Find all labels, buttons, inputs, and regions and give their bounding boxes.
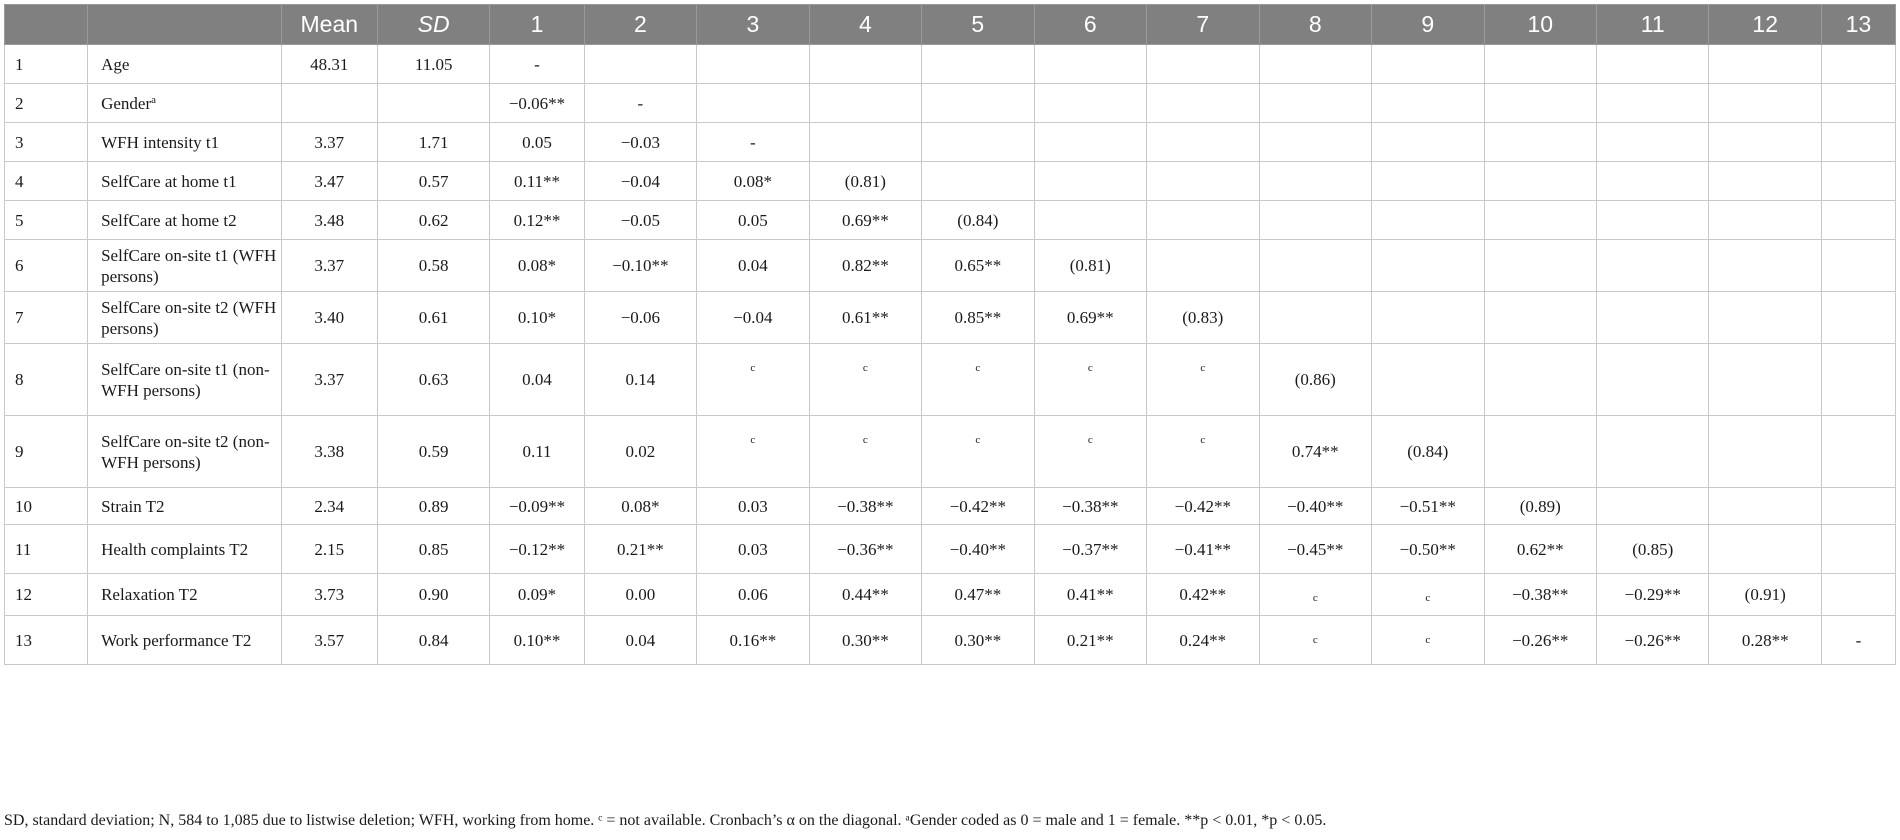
- correlation-cell: 0.10*: [490, 292, 584, 344]
- correlation-cell: [1034, 123, 1146, 162]
- correlation-cell: −0.26**: [1484, 616, 1596, 665]
- correlation-cell: −0.04: [584, 162, 696, 201]
- variable-label-cell: [88, 123, 282, 162]
- correlation-cell: [1147, 240, 1259, 292]
- correlation-cell: 0.24**: [1147, 616, 1259, 665]
- not-available-cell: [1259, 616, 1371, 665]
- correlation-cell: [1484, 292, 1596, 344]
- table-row: [5, 45, 1896, 84]
- variable-label-cell: [88, 45, 282, 84]
- table-row: [5, 616, 1896, 665]
- correlation-cell: [1484, 201, 1596, 240]
- column-header: 6: [1034, 5, 1146, 45]
- variable-label: SelfCare on-site t2 (WFH persons): [101, 297, 277, 338]
- row-index: 9: [5, 416, 88, 488]
- not-available-marker: c: [975, 362, 981, 374]
- correlation-cell: [1259, 123, 1371, 162]
- correlation-cell: −0.03: [584, 123, 696, 162]
- not-available-cell: [922, 416, 1034, 488]
- correlation-cell: 0.03: [697, 525, 809, 574]
- variable-label: Strain T2: [101, 496, 165, 516]
- correlation-cell: (0.86): [1259, 344, 1371, 416]
- variable-label: WFH intensity t1: [101, 132, 220, 152]
- correlation-cell: (0.84): [1372, 416, 1484, 488]
- correlation-cell: [1821, 344, 1895, 416]
- row-index: 2: [5, 84, 88, 123]
- mean-cell: 3.40: [281, 292, 377, 344]
- not-available-marker: c: [1425, 592, 1431, 604]
- column-header: 9: [1372, 5, 1484, 45]
- row-index: 4: [5, 162, 88, 201]
- correlation-cell: [1821, 525, 1895, 574]
- variable-label: SelfCare on-site t1 (non-WFH persons): [101, 359, 270, 400]
- correlation-cell: [809, 84, 921, 123]
- not-available-marker: c: [1312, 592, 1318, 604]
- column-header: 5: [922, 5, 1034, 45]
- correlation-cell: 0.42**: [1147, 574, 1259, 616]
- correlation-cell: 0.08*: [490, 240, 584, 292]
- correlation-cell: [1821, 488, 1895, 525]
- not-available-marker: c: [975, 434, 981, 446]
- not-available-cell: [1034, 344, 1146, 416]
- correlation-cell: (0.83): [1147, 292, 1259, 344]
- correlation-cell: −0.38**: [1034, 488, 1146, 525]
- sd-cell: 0.57: [377, 162, 489, 201]
- correlation-cell: [1372, 344, 1484, 416]
- correlation-cell: (0.81): [809, 162, 921, 201]
- correlation-cell: −0.06: [584, 292, 696, 344]
- not-available-marker: c: [750, 434, 756, 446]
- column-header: 10: [1484, 5, 1596, 45]
- variable-label-cell: [88, 84, 282, 123]
- correlation-cell: −0.45**: [1259, 525, 1371, 574]
- correlation-cell: [1596, 416, 1708, 488]
- correlation-cell: −0.06**: [490, 84, 584, 123]
- variable-label-cell: [88, 574, 282, 616]
- table-body: [5, 45, 1896, 665]
- correlation-cell: [1709, 525, 1821, 574]
- correlation-cell: [584, 45, 696, 84]
- sd-cell: [377, 84, 489, 123]
- correlation-cell: [1372, 292, 1484, 344]
- correlation-cell: 0.08*: [697, 162, 809, 201]
- correlation-cell: [1484, 240, 1596, 292]
- correlation-cell: [1484, 416, 1596, 488]
- correlation-cell: 0.08*: [584, 488, 696, 525]
- correlation-cell: [1147, 45, 1259, 84]
- sd-cell: 0.90: [377, 574, 489, 616]
- correlation-cell: [1259, 292, 1371, 344]
- column-header: 12: [1709, 5, 1821, 45]
- correlation-cell: (0.81): [1034, 240, 1146, 292]
- mean-cell: 3.37: [281, 240, 377, 292]
- correlation-cell: [1484, 123, 1596, 162]
- table-footnote: [4, 812, 1326, 830]
- correlation-cell: 0.69**: [809, 201, 921, 240]
- correlation-cell: [1596, 240, 1708, 292]
- column-header: 7: [1147, 5, 1259, 45]
- correlation-cell: 0.05: [490, 123, 584, 162]
- correlation-cell: [922, 45, 1034, 84]
- correlation-cell: [1709, 201, 1821, 240]
- not-available-cell: [697, 344, 809, 416]
- correlation-cell: 0.02: [584, 416, 696, 488]
- correlation-cell: -: [1821, 616, 1895, 665]
- correlation-cell: [1147, 123, 1259, 162]
- correlation-cell: 0.61**: [809, 292, 921, 344]
- correlation-cell: 0.16**: [697, 616, 809, 665]
- sd-cell: 0.58: [377, 240, 489, 292]
- correlation-cell: −0.12**: [490, 525, 584, 574]
- variable-label: Health complaints T2: [101, 539, 249, 559]
- correlation-cell: [1259, 84, 1371, 123]
- correlation-cell: [1147, 84, 1259, 123]
- correlation-cell: -: [584, 84, 696, 123]
- not-available-cell: [1147, 416, 1259, 488]
- correlation-cell: 0.09*: [490, 574, 584, 616]
- mean-cell: 3.47: [281, 162, 377, 201]
- table-row: [5, 574, 1896, 616]
- sd-cell: 0.62: [377, 201, 489, 240]
- column-header: 11: [1596, 5, 1708, 45]
- correlation-cell: 0.69**: [1034, 292, 1146, 344]
- variable-label-cell: [88, 240, 282, 292]
- correlation-cell: −0.09**: [490, 488, 584, 525]
- correlation-cell: −0.50**: [1372, 525, 1484, 574]
- row-index: 13: [5, 616, 88, 665]
- mean-cell: [281, 84, 377, 123]
- column-header: Mean: [281, 5, 377, 45]
- row-index: 12: [5, 574, 88, 616]
- correlation-cell: [1709, 123, 1821, 162]
- correlation-cell: [1596, 123, 1708, 162]
- not-available-marker: c: [1425, 634, 1431, 646]
- not-available-marker: c: [750, 362, 756, 374]
- correlation-cell: [1372, 162, 1484, 201]
- variable-label-cell: [88, 488, 282, 525]
- correlation-cell: −0.42**: [1147, 488, 1259, 525]
- correlation-cell: 0.74**: [1259, 416, 1371, 488]
- correlation-cell: [1821, 574, 1895, 616]
- row-index: 11: [5, 525, 88, 574]
- correlation-cell: [1372, 240, 1484, 292]
- correlation-cell: −0.04: [697, 292, 809, 344]
- mean-cell: 3.57: [281, 616, 377, 665]
- correlation-cell: 0.28**: [1709, 616, 1821, 665]
- row-index: 6: [5, 240, 88, 292]
- correlation-cell: −0.29**: [1596, 574, 1708, 616]
- column-header: 3: [697, 5, 809, 45]
- mean-cell: 3.73: [281, 574, 377, 616]
- correlation-cell: [1147, 201, 1259, 240]
- variable-label: Gender: [101, 93, 152, 113]
- correlation-cell: [1821, 292, 1895, 344]
- correlation-cell: −0.38**: [1484, 574, 1596, 616]
- variable-label-cell: [88, 201, 282, 240]
- column-header: SD: [377, 5, 489, 45]
- mean-cell: 3.37: [281, 123, 377, 162]
- table-header-row: [5, 5, 1896, 45]
- variable-label-cell: [88, 416, 282, 488]
- correlation-cell: 0.21**: [1034, 616, 1146, 665]
- correlation-cell: [1259, 162, 1371, 201]
- correlation-cell: [1709, 240, 1821, 292]
- correlation-cell: [1821, 162, 1895, 201]
- correlation-cell: −0.41**: [1147, 525, 1259, 574]
- correlation-cell: [1709, 344, 1821, 416]
- correlation-cell: [922, 123, 1034, 162]
- variable-label: Age: [101, 54, 130, 74]
- correlation-cell: [1034, 201, 1146, 240]
- correlation-table: [4, 4, 1896, 665]
- column-header: 8: [1259, 5, 1371, 45]
- correlation-cell: −0.51**: [1372, 488, 1484, 525]
- correlation-cell: [1709, 84, 1821, 123]
- correlation-cell: 0.04: [697, 240, 809, 292]
- table-row: [5, 240, 1896, 292]
- variable-label: Work performance T2: [101, 630, 252, 650]
- correlation-cell: 0.11: [490, 416, 584, 488]
- not-available-marker: c: [862, 362, 868, 374]
- table-row: [5, 525, 1896, 574]
- correlation-cell: (0.89): [1484, 488, 1596, 525]
- sd-cell: 0.89: [377, 488, 489, 525]
- correlation-cell: [1821, 201, 1895, 240]
- table-row: [5, 162, 1896, 201]
- mean-cell: 2.34: [281, 488, 377, 525]
- correlation-cell: [1596, 488, 1708, 525]
- column-header: 4: [809, 5, 921, 45]
- correlation-cell: 0.41**: [1034, 574, 1146, 616]
- correlation-cell: (0.91): [1709, 574, 1821, 616]
- correlation-cell: 0.14: [584, 344, 696, 416]
- row-index: 10: [5, 488, 88, 525]
- correlation-cell: −0.36**: [809, 525, 921, 574]
- correlation-cell: [1821, 123, 1895, 162]
- correlation-cell: [1821, 240, 1895, 292]
- variable-label-cell: [88, 525, 282, 574]
- correlation-cell: 0.47**: [922, 574, 1034, 616]
- correlation-cell: −0.38**: [809, 488, 921, 525]
- mean-cell: 3.38: [281, 416, 377, 488]
- sd-cell: 11.05: [377, 45, 489, 84]
- not-available-cell: [809, 344, 921, 416]
- not-available-cell: [697, 416, 809, 488]
- not-available-cell: [922, 344, 1034, 416]
- correlation-cell: [1821, 84, 1895, 123]
- correlation-cell: 0.11**: [490, 162, 584, 201]
- not-available-marker: c: [1087, 434, 1093, 446]
- variable-label-cell: [88, 292, 282, 344]
- footnote-marker: a: [151, 93, 157, 106]
- column-header: 1: [490, 5, 584, 45]
- correlation-cell: [1259, 201, 1371, 240]
- correlation-cell: [1372, 201, 1484, 240]
- mean-cell: 3.48: [281, 201, 377, 240]
- correlation-cell: 0.30**: [809, 616, 921, 665]
- correlation-cell: [1034, 45, 1146, 84]
- correlation-cell: [1709, 488, 1821, 525]
- correlation-cell: 0.21**: [584, 525, 696, 574]
- correlation-cell: [1821, 45, 1895, 84]
- correlation-cell: −0.26**: [1596, 616, 1708, 665]
- column-header: [88, 5, 282, 45]
- table-row: [5, 84, 1896, 123]
- footnote-text: SD, standard deviation; N, 584 to 1,085 due to listwise deletion; WFH, working from home. ᶜ = not available. Cronbach’s α on the diagonal. ᵃGender coded as 0 = male and 1 = female. **p < 0.01, *p < 0.05.: [4, 812, 1327, 829]
- correlation-cell: [1372, 45, 1484, 84]
- correlation-table-container: [4, 4, 1896, 665]
- correlation-cell: [1596, 344, 1708, 416]
- variable-label: SelfCare at home t1: [101, 171, 237, 191]
- correlation-cell: 0.00: [584, 574, 696, 616]
- variable-label-cell: [88, 616, 282, 665]
- not-available-marker: c: [1200, 434, 1206, 446]
- correlation-cell: [1709, 162, 1821, 201]
- correlation-cell: [1484, 162, 1596, 201]
- correlation-cell: [809, 45, 921, 84]
- correlation-cell: [697, 84, 809, 123]
- variable-label-cell: [88, 344, 282, 416]
- correlation-cell: −0.40**: [1259, 488, 1371, 525]
- not-available-marker: c: [862, 434, 868, 446]
- correlation-cell: [1372, 84, 1484, 123]
- correlation-cell: -: [697, 123, 809, 162]
- correlation-cell: −0.42**: [922, 488, 1034, 525]
- correlation-cell: 0.82**: [809, 240, 921, 292]
- variable-label: SelfCare at home t2: [101, 210, 237, 230]
- correlation-cell: [1372, 123, 1484, 162]
- correlation-cell: [697, 45, 809, 84]
- table-row: [5, 123, 1896, 162]
- row-index: 1: [5, 45, 88, 84]
- correlation-cell: [1596, 84, 1708, 123]
- correlation-cell: -: [490, 45, 584, 84]
- not-available-cell: [1034, 416, 1146, 488]
- correlation-cell: 0.04: [584, 616, 696, 665]
- not-available-cell: [1147, 344, 1259, 416]
- sd-cell: 0.61: [377, 292, 489, 344]
- column-header: [5, 5, 88, 45]
- correlation-cell: [1709, 292, 1821, 344]
- correlation-cell: [922, 84, 1034, 123]
- not-available-cell: [809, 416, 921, 488]
- not-available-cell: [1259, 574, 1371, 616]
- correlation-cell: 0.03: [697, 488, 809, 525]
- correlation-cell: 0.05: [697, 201, 809, 240]
- correlation-cell: −0.37**: [1034, 525, 1146, 574]
- correlation-cell: 0.62**: [1484, 525, 1596, 574]
- table-row: [5, 292, 1896, 344]
- table-row: [5, 344, 1896, 416]
- sd-cell: 0.63: [377, 344, 489, 416]
- correlation-cell: [1484, 84, 1596, 123]
- correlation-cell: [1034, 84, 1146, 123]
- not-available-cell: [1372, 574, 1484, 616]
- correlation-cell: (0.84): [922, 201, 1034, 240]
- correlation-cell: 0.65**: [922, 240, 1034, 292]
- correlation-cell: [809, 123, 921, 162]
- column-header: 13: [1821, 5, 1895, 45]
- correlation-cell: [922, 162, 1034, 201]
- not-available-marker: c: [1312, 634, 1318, 646]
- row-index: 7: [5, 292, 88, 344]
- correlation-cell: (0.85): [1596, 525, 1708, 574]
- mean-cell: 2.15: [281, 525, 377, 574]
- sd-cell: 0.59: [377, 416, 489, 488]
- correlation-cell: [1259, 240, 1371, 292]
- row-index: 8: [5, 344, 88, 416]
- sd-cell: 0.85: [377, 525, 489, 574]
- row-index: 5: [5, 201, 88, 240]
- variable-label: Relaxation T2: [101, 585, 198, 604]
- correlation-cell: [1484, 344, 1596, 416]
- correlation-cell: [1596, 162, 1708, 201]
- correlation-cell: [1596, 292, 1708, 344]
- variable-label-cell: [88, 162, 282, 201]
- table-row: [5, 488, 1896, 525]
- not-available-marker: c: [1200, 362, 1206, 374]
- row-index: 3: [5, 123, 88, 162]
- sd-cell: 0.84: [377, 616, 489, 665]
- mean-cell: 48.31: [281, 45, 377, 84]
- not-available-marker: c: [1087, 362, 1093, 374]
- variable-label: SelfCare on-site t2 (non-WFH persons): [101, 431, 270, 472]
- correlation-cell: [1596, 45, 1708, 84]
- variable-label: SelfCare on-site t1 (WFH persons): [101, 245, 277, 286]
- correlation-cell: 0.44**: [809, 574, 921, 616]
- correlation-cell: −0.10**: [584, 240, 696, 292]
- column-header: 2: [584, 5, 696, 45]
- table-row: [5, 201, 1896, 240]
- correlation-cell: 0.04: [490, 344, 584, 416]
- table-row: [5, 416, 1896, 488]
- correlation-cell: 0.30**: [922, 616, 1034, 665]
- correlation-cell: 0.12**: [490, 201, 584, 240]
- correlation-cell: [1259, 45, 1371, 84]
- correlation-cell: −0.05: [584, 201, 696, 240]
- correlation-cell: 0.06: [697, 574, 809, 616]
- mean-cell: 3.37: [281, 344, 377, 416]
- correlation-cell: [1709, 45, 1821, 84]
- correlation-cell: 0.85**: [922, 292, 1034, 344]
- correlation-cell: −0.40**: [922, 525, 1034, 574]
- correlation-cell: [1484, 45, 1596, 84]
- correlation-cell: [1821, 416, 1895, 488]
- correlation-cell: [1034, 162, 1146, 201]
- not-available-cell: [1372, 616, 1484, 665]
- correlation-cell: [1596, 201, 1708, 240]
- correlation-cell: [1709, 416, 1821, 488]
- correlation-cell: [1147, 162, 1259, 201]
- correlation-cell: 0.10**: [490, 616, 584, 665]
- sd-cell: 1.71: [377, 123, 489, 162]
